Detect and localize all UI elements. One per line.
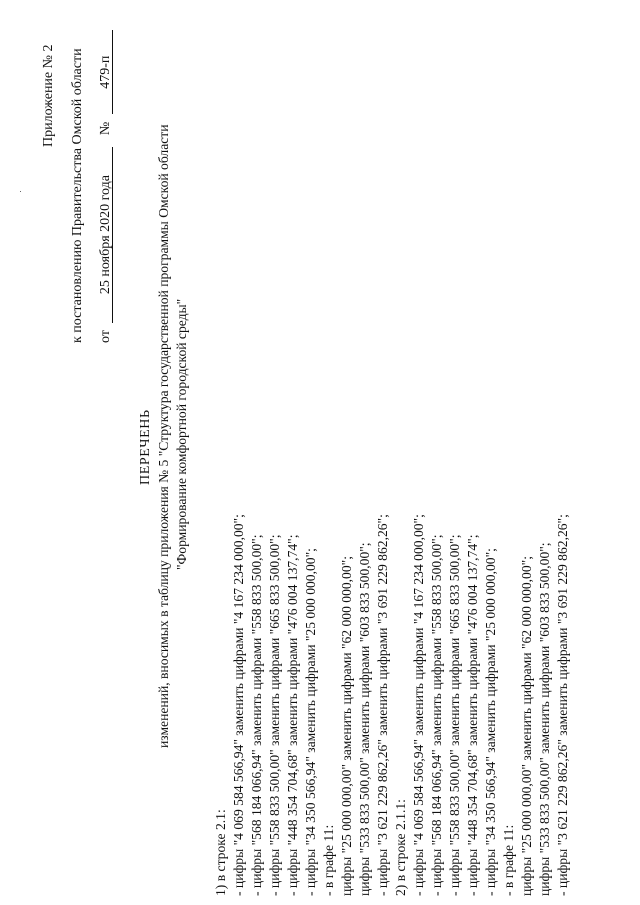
date-row — [98, 30, 113, 343]
appendix-label: Приложение № 2 — [41, 44, 56, 147]
list-item: - цифры "558 833 500,00" заменить цифрами "665 833 500,00"; — [447, 534, 462, 896]
document-title: ПЕРЕЧЕНЬ — [138, 409, 153, 485]
list-item: - цифры "4 069 584 566,94" заменить цифрами "4 167 234 000,00"; — [411, 514, 426, 896]
list-item: - цифры "34 350 566,94" заменить цифрами "25 000 000,00"; — [483, 548, 498, 896]
list-item: - цифры "448 354 704,68" заменить цифрами "476 004 137,74"; — [285, 534, 300, 896]
title-line-1: изменений, вносимых в таблицу приложения № 5 "Структура государственной программы Омской области — [156, 124, 171, 748]
list-item: - в графе 11: — [321, 824, 336, 896]
list-item: - цифры "568 184 066,94" заменить цифрами "558 833 500,00"; — [249, 534, 264, 896]
list-item: - цифры "4 069 584 566,94" заменить цифрами "4 167 234 000,00"; — [231, 514, 246, 896]
list-item: 1) в строке 2.1: — [213, 809, 228, 896]
list-item: цифры "25 000 000,00" заменить цифрами "62 000 000,00"; — [339, 556, 354, 896]
list-item: - цифры "3 621 229 862,26" заменить цифрами "3 691 229 862,26"; — [555, 514, 570, 896]
list-item: - в графе 11: — [501, 824, 516, 896]
list-item: - цифры "34 350 566,94" заменить цифрами "25 000 000,00"; — [303, 548, 318, 896]
list-item: цифры "533 833 500,00" заменить цифрами "603 833 500,00"; — [537, 542, 552, 896]
list-item: - цифры "448 354 704,68" заменить цифрами "476 004 137,74"; — [465, 534, 480, 896]
number-prefix: № — [98, 121, 113, 136]
list-item: - цифры "558 833 500,00" заменить цифрами "665 833 500,00"; — [267, 534, 282, 896]
list-item: 2) в строке 2.1.1: — [393, 799, 408, 896]
list-item: цифры "533 833 500,00" заменить цифрами "603 833 500,00"; — [357, 542, 372, 896]
resolution-label: к постановлению Правительства Омской области — [70, 48, 85, 343]
date-prefix: от — [98, 330, 113, 343]
title-line-2: "Формирование комфортной городской среды" — [174, 298, 189, 570]
number-value: 479-п — [99, 30, 113, 114]
date-value: 25 ноября 2020 года — [99, 147, 113, 323]
list-item: - цифры "3 621 229 862,26" заменить цифрами "3 691 229 862,26"; — [375, 514, 390, 896]
scan-speck — [20, 191, 21, 192]
list-item: - цифры "568 184 066,94" заменить цифрами "558 833 500,00"; — [429, 534, 444, 896]
list-item: цифры "25 000 000,00" заменить цифрами "62 000 000,00"; — [519, 556, 534, 896]
